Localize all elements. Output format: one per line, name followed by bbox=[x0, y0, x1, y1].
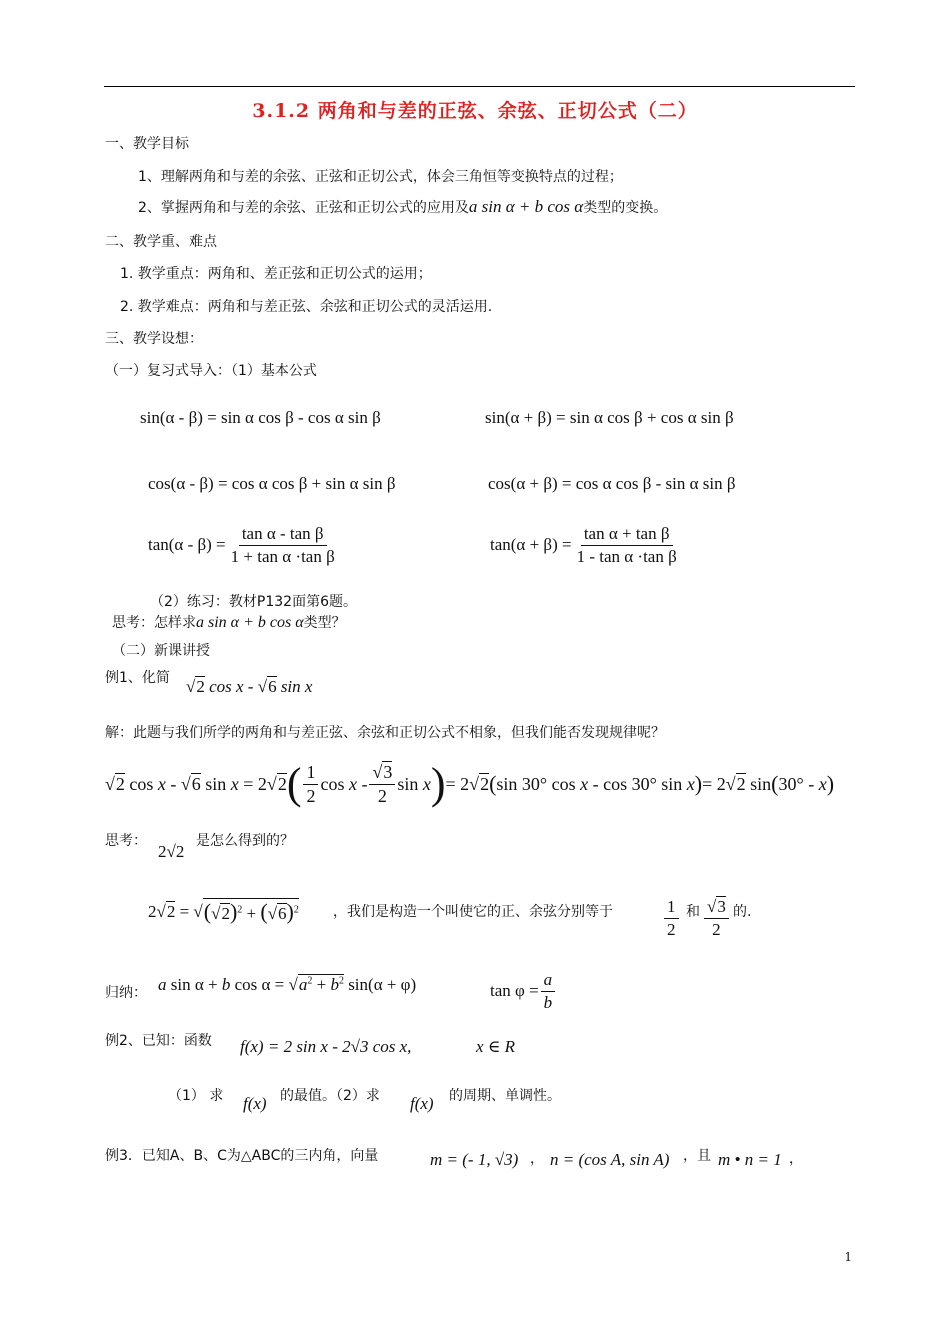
section-3-heading: 三、教学设想： bbox=[105, 331, 203, 347]
tan-minus-lhs: tan(α - β) = bbox=[148, 535, 226, 555]
objective-2-math: a sin α + b cos α bbox=[468, 197, 584, 216]
section-2-heading: 二、教学重、难点 bbox=[105, 234, 217, 250]
example-2-fx-2: f(x) bbox=[410, 1094, 434, 1113]
summary-label: 归纳： bbox=[105, 985, 147, 1001]
objective-1: 1、理解两角和与差的余弦、正弦和正切公式，体会三角恒等变换特点的过程； bbox=[138, 169, 623, 185]
difficult-point: 2. 教学难点：两角和与差正弦、余弦和正切公式的灵活运用. bbox=[120, 299, 493, 315]
objective-2-text: 2、掌握两角和与差的余弦、正弦和正切公式的应用及 bbox=[138, 200, 469, 216]
expr-cos-part: cos x - bbox=[204, 677, 258, 696]
header-rule bbox=[104, 86, 855, 87]
example-2-label: 例2、已知：函数 bbox=[105, 1033, 212, 1049]
review-intro: （一）复习式导入：（1）基本公式 bbox=[105, 363, 317, 379]
example-2-q2-post: 的周期、单调性。 bbox=[449, 1088, 561, 1104]
objective-2-suffix: 类型的变换。 bbox=[583, 200, 668, 216]
formula-cos-minus: cos(α - β) = cos α cos β + sin α sin β bbox=[148, 474, 396, 493]
summary-tan: tan φ = $\frac{a}{b}$ bbox=[490, 970, 557, 1012]
formula-cos-plus: cos(α + β) = cos α cos β - sin α sin β bbox=[488, 474, 736, 493]
think-text: 思考：怎样求 bbox=[112, 615, 196, 631]
think-label: 思考： bbox=[105, 833, 147, 849]
page-title: 3.1.2 两角和与差的正弦、余弦、正切公式（二） bbox=[252, 100, 698, 122]
two-root-two: 2√2 bbox=[158, 842, 185, 861]
tan-minus-numerator: tan α - tan β bbox=[239, 524, 327, 546]
vector-m: m = (- 1, √3) bbox=[430, 1150, 519, 1169]
example-1-expression bbox=[186, 677, 312, 697]
sqrt-icon: √ bbox=[186, 677, 196, 696]
summary-formula: a sin α + b $\cos \alpha = √a^2 + b^2$ sin(α + φ) bbox=[158, 975, 417, 994]
construct-text: ，我们是构造一个叫使它的正、余弦分别等于 bbox=[333, 904, 613, 920]
comma-1: ， bbox=[530, 1151, 544, 1167]
and-text: 和 bbox=[686, 904, 700, 920]
example-1-label: 例1、化简 bbox=[105, 670, 170, 686]
radicand-6: 6 bbox=[268, 677, 277, 696]
example-2-q1-label: （1） 求 bbox=[168, 1088, 224, 1104]
think-math: a sin α + b cos α bbox=[196, 614, 304, 631]
radicand-2: 2 bbox=[196, 677, 205, 696]
practice-line: （2）练习：教材P132面第6题。 bbox=[150, 594, 357, 610]
example-2-q1-post: 的最值。（2）求 bbox=[280, 1088, 380, 1104]
example-2-domain: x ∈ R bbox=[476, 1037, 516, 1056]
example-2-function: f(x) = 2 sin x - 2√3 cos x, bbox=[240, 1037, 412, 1056]
tan-plus-fraction bbox=[574, 524, 680, 566]
and-clause: ，且 bbox=[683, 1148, 711, 1164]
example-3-label: 例3．已知A、B、C为△ABC的三内角，向量 bbox=[105, 1148, 379, 1164]
example-2-fx-1: f(x) bbox=[243, 1094, 267, 1113]
think-line bbox=[112, 612, 346, 632]
tan-plus-numerator: tan α + tan β bbox=[581, 524, 673, 546]
dot-product: m • n = 1 bbox=[718, 1150, 782, 1169]
fraction-root3-half: $\frac{√3}{2}$ bbox=[702, 897, 731, 939]
expr-sin-part: sin x bbox=[276, 677, 313, 696]
end-text: 的. bbox=[733, 904, 752, 920]
tan-plus-denominator: 1 - tan α ·tan β bbox=[576, 546, 677, 566]
tan-plus-lhs: tan(α + β) = bbox=[490, 535, 572, 555]
key-point: 1. 教学重点：两角和、差正弦和正切公式的运用； bbox=[120, 266, 432, 282]
page-number: 1 bbox=[844, 1250, 852, 1264]
construct-equation: 2√ 2 = √ $(√2)^2 + (√6)^2$ bbox=[148, 899, 299, 924]
objective-2 bbox=[138, 197, 667, 217]
think-question: 是怎么得到的？ bbox=[196, 833, 294, 849]
tan-minus-denominator: 1 + tan α ·tan β bbox=[230, 546, 335, 566]
formula-tan-plus bbox=[490, 524, 682, 566]
formula-sin-minus: sin(α - β) = sin α cos β - cos α sin β bbox=[140, 408, 381, 427]
fraction-one-half: $\frac{1}{2}$ bbox=[662, 897, 681, 939]
comma-2: ， bbox=[789, 1151, 803, 1167]
vector-n: n = (cos A, sin A) bbox=[550, 1150, 670, 1169]
section-1-heading: 一、教学目标 bbox=[105, 136, 189, 152]
think-suffix: 类型？ bbox=[303, 615, 346, 631]
summary-tan-lhs: tan φ = bbox=[490, 981, 539, 1001]
example-1-solution-intro: 解：此题与我们所学的两角和与差正弦、余弦和正切公式不相象，但我们能否发现规律呢？ bbox=[105, 725, 665, 741]
tan-minus-fraction bbox=[228, 524, 338, 566]
formula-sin-plus: sin(α + β) = sin α cos β + cos α sin β bbox=[485, 408, 734, 427]
sqrt-icon: √ bbox=[257, 677, 268, 696]
new-lesson-heading: （二）新课讲授 bbox=[112, 643, 210, 659]
example-1-derivation: √ 2 cos x - √ 6 sin x = 2√ 2 ( $\frac{1}{2}$ cos x - $\frac{√3}{2}$ sin x ) = 2√ 2 ( sin 30° cos x - cos 30° sin x ) = 2√ 2 sin ( 30° - x ) bbox=[105, 759, 835, 809]
formula-tan-minus bbox=[148, 524, 340, 566]
